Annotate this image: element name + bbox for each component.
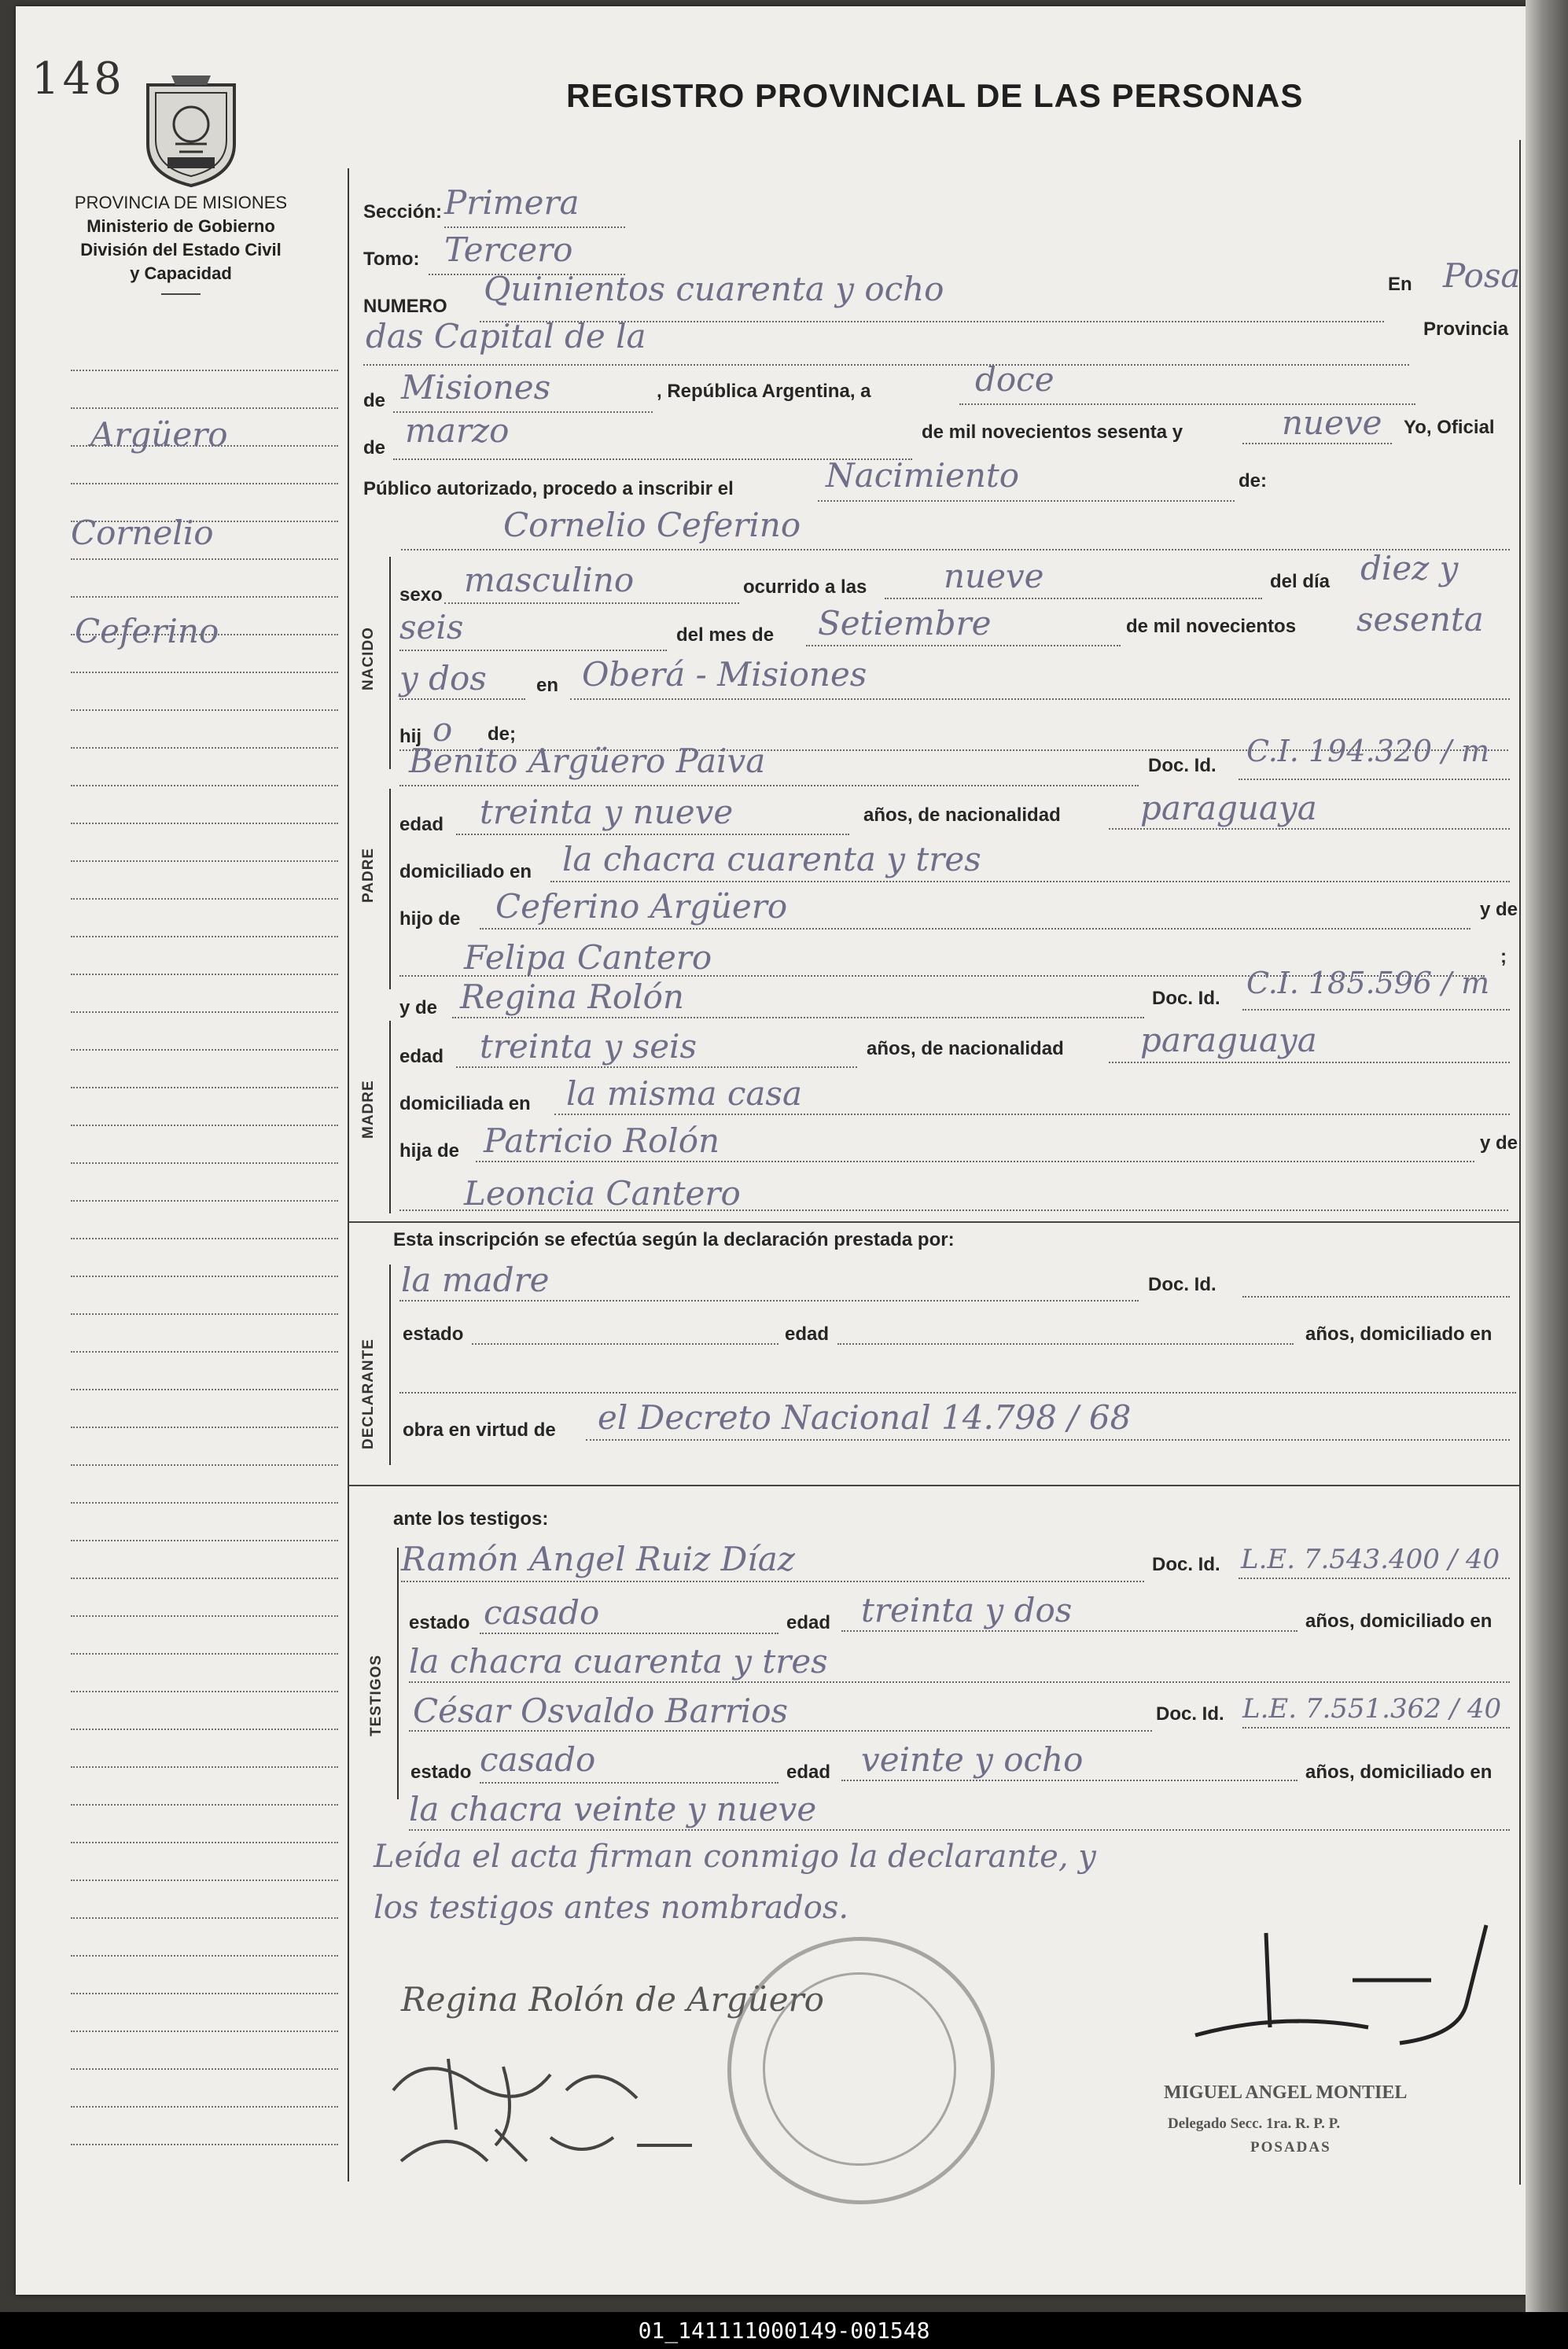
testigo1-value: Ramón Angel Ruiz Díaz — [401, 1540, 795, 1578]
margin-rule-line — [71, 2068, 338, 2070]
madre-dom-value: la misma casa — [566, 1074, 803, 1113]
sexo-label: sexo — [399, 584, 443, 606]
declarante-doc-line — [1242, 1296, 1510, 1298]
document-title: REGISTRO PROVINCIAL DE LAS PERSONAS — [566, 77, 1304, 114]
agency-ministry: Ministerio de Gobierno — [86, 216, 275, 236]
margin-rule-line — [71, 483, 338, 484]
abuela-m-value: Leoncia Cantero — [464, 1174, 741, 1213]
madre-nombre-line — [452, 1017, 1144, 1018]
margin-rule-line — [71, 407, 338, 409]
anio-value: nueve — [1282, 403, 1382, 442]
footer-image-id: 01_141111000149-001548 — [638, 2318, 930, 2343]
declarante-label: DECLARANTE — [360, 1338, 377, 1449]
margin-rule-line — [71, 1464, 338, 1466]
dia-nac-value: diez y — [1360, 549, 1459, 587]
madre-nac-label: años, de nacionalidad — [867, 1038, 1064, 1059]
agency-division: División del Estado Civil — [80, 240, 282, 260]
margin-rule-line — [71, 1238, 338, 1239]
nombre-value: Cornelio Ceferino — [503, 506, 801, 544]
madre-edad-label: edad — [399, 1046, 444, 1067]
inscripcion-label: Esta inscripción se efectúa según la declaración prestada por: — [393, 1229, 955, 1250]
testigo2-estado-line — [480, 1782, 778, 1784]
declarante-edad-label: edad — [785, 1324, 830, 1345]
margin-rule-line — [71, 2106, 338, 2108]
provincia-value: Misiones — [401, 368, 551, 407]
tomo-label: Tomo: — [363, 249, 420, 270]
margin-rule-line — [71, 558, 338, 560]
padre-dom-line — [550, 881, 1510, 882]
acto-line — [818, 500, 1235, 502]
mes-nac-line — [806, 645, 1121, 646]
margin-rule-line — [71, 1351, 338, 1353]
margin-rule-line — [71, 1313, 338, 1315]
acto-value: Nacimiento — [826, 456, 1020, 495]
nacido-bar — [389, 557, 391, 769]
madre-dom-label: domiciliada en — [399, 1093, 531, 1114]
margin-rule-line — [71, 1766, 338, 1768]
testigo1-dom-value: la chacra cuarenta y tres — [409, 1642, 828, 1681]
margin-rule-line — [71, 370, 338, 371]
madre-label: MADRE — [360, 1080, 377, 1139]
margin-rule-line — [71, 747, 338, 749]
cierre-linea1: Leída el acta firman conmigo la declarante, y — [374, 1839, 1096, 1875]
testigo2-edad-line — [841, 1780, 1297, 1781]
padre-nombre-value: Benito Argüero Paiva — [409, 742, 766, 780]
sexo-value: masculino — [464, 561, 635, 599]
padre-dom-label: domiciliado en — [399, 861, 532, 882]
dia-nac2-value: seis — [399, 608, 464, 646]
dia-value: doce — [975, 360, 1055, 399]
margin-first-name: Cornelio — [71, 514, 214, 552]
margin-divider — [348, 168, 349, 2181]
margin-rule-line — [71, 672, 338, 673]
margin-rule-line — [71, 1842, 338, 1843]
margin-rule-line — [71, 2031, 338, 2032]
de-colon-label: de: — [1239, 470, 1267, 492]
testigo1-dom-label: años, domiciliado en — [1305, 1611, 1493, 1632]
margin-rule-line — [71, 1880, 338, 1881]
margin-rule-line — [71, 974, 338, 975]
ocurrido-label: ocurrido a las — [743, 576, 867, 598]
margin-rule-line — [71, 936, 338, 937]
anio-nac2-line — [399, 698, 525, 700]
declarante-bar — [389, 1265, 391, 1465]
testigos-bar — [397, 1548, 399, 1799]
testigo2-dom-value: la chacra veinte y nueve — [409, 1790, 817, 1828]
hij-value: o — [432, 710, 453, 749]
yo-oficial-label: Yo, Oficial — [1404, 417, 1495, 438]
en-label: En — [1388, 274, 1412, 295]
testigo2-doc-value: L.E. 7.551.362 / 40 — [1242, 1693, 1502, 1725]
testigo1-line — [401, 1581, 1144, 1582]
margin-rule-line — [71, 1729, 338, 1730]
madre-y-de2-label: y de — [1480, 1132, 1518, 1154]
madre-edad-value: treinta y seis — [480, 1027, 698, 1066]
testigo2-estado-label: estado — [410, 1762, 472, 1783]
padre-nac-line — [1109, 828, 1510, 830]
lugar1-value: Posa — [1443, 256, 1521, 295]
nombre-line — [401, 549, 1510, 550]
nacido-label: NACIDO — [360, 627, 377, 690]
del-dia-label: del día — [1270, 571, 1331, 592]
numero-label: NUMERO — [363, 296, 447, 317]
testigos-label: TESTIGOS — [368, 1654, 385, 1736]
testigo1-estado-line — [480, 1633, 778, 1634]
lugar-line — [363, 364, 1409, 366]
margin-rule-line — [71, 785, 338, 786]
right-border — [1519, 140, 1521, 2185]
page-number: 148 — [31, 53, 125, 105]
abuela-m-line — [399, 1209, 1508, 1211]
firmas-testigos — [377, 2043, 755, 2177]
mes-nac-value: Setiembre — [818, 604, 992, 642]
declarante-line — [399, 1300, 1139, 1302]
seccion-line — [444, 226, 625, 228]
testigo2-doc-line — [1242, 1727, 1510, 1729]
agency-capacity: y Capacidad — [130, 263, 232, 283]
separator-testigos — [348, 1485, 1519, 1486]
testigo1-doc-value: L.E. 7.543.400 / 40 — [1241, 1544, 1500, 1575]
declarante-doc-label: Doc. Id. — [1148, 1274, 1216, 1295]
testigo1-edad-line — [841, 1630, 1297, 1632]
mes-value: marzo — [405, 411, 510, 450]
margin-rule-line — [71, 1691, 338, 1692]
declarante-value: la madre — [401, 1261, 550, 1299]
de-semicolon-label: de; — [488, 723, 516, 745]
margin-rule-line — [71, 1162, 338, 1164]
abuelo-m-value: Patricio Rolón — [484, 1121, 720, 1160]
madre-doc-label: Doc. Id. — [1152, 988, 1220, 1009]
padre-nac-value: paraguaya — [1140, 789, 1317, 827]
testigo1-dom-line — [409, 1681, 1510, 1683]
declarante-estado-line — [472, 1343, 778, 1345]
margin-rule-line — [71, 823, 338, 824]
abuelo-m-line — [476, 1161, 1474, 1162]
footer-bar — [0, 2312, 1568, 2349]
obra-label: obra en virtud de — [403, 1419, 556, 1441]
stamp-name: MIGUEL ANGEL MONTIEL — [1164, 2082, 1408, 2103]
agency-block — [63, 191, 299, 295]
margin-rule-line — [71, 1615, 338, 1617]
margin-rule-line — [71, 1917, 338, 1919]
padre-doc-value: C.I. 194.320 / m — [1246, 734, 1490, 768]
margin-second-name: Ceferino — [75, 612, 219, 650]
document-page — [16, 6, 1541, 2295]
margin-surname: Argüero — [90, 415, 228, 454]
testigo2-edad-value: veinte y ocho — [861, 1740, 1084, 1779]
declarante-edad-line — [837, 1343, 1294, 1345]
de2-label: de — [363, 437, 386, 458]
margin-rule-line — [71, 596, 338, 598]
madre-nombre-value: Regina Rolón — [460, 978, 684, 1016]
hora-line — [885, 598, 1262, 599]
tomo-value: Tercero — [444, 230, 573, 269]
padre-dom-value: la chacra cuarenta y tres — [562, 840, 981, 878]
declarante-dom-label: años, domiciliado en — [1305, 1324, 1493, 1345]
testigo2-dom-line — [409, 1829, 1510, 1831]
margin-rule-line — [71, 1540, 338, 1541]
sexo-line — [444, 602, 739, 604]
margin-rule-line — [71, 1578, 338, 1579]
hij-label: hij — [399, 726, 421, 747]
madre-nac-line — [1109, 1062, 1510, 1063]
anio-nac2-value: y dos — [399, 659, 487, 698]
hijo-de-label: hijo de — [399, 908, 461, 930]
padre-edad-line — [456, 834, 849, 835]
padre-doc-label: Doc. Id. — [1148, 755, 1216, 776]
abuelo-value: Ceferino Argüero — [495, 887, 788, 926]
agency-province: PROVINCIA DE MISIONES — [74, 193, 288, 212]
margin-rule-line — [71, 1993, 338, 1994]
anio-nac-value: sesenta — [1356, 600, 1484, 639]
margin-rule-line — [71, 1011, 338, 1013]
margin-rule-line — [71, 1125, 338, 1126]
margin-rule-line — [71, 2144, 338, 2145]
testigo1-edad-label: edad — [786, 1612, 831, 1633]
cierre-linea2: los testigos antes nombrados. — [374, 1890, 849, 1926]
padre-label: PADRE — [360, 847, 377, 903]
margin-rule-line — [71, 1804, 338, 1806]
margin-rule-line — [71, 1427, 338, 1428]
testigo2-line — [409, 1730, 1152, 1732]
testigo2-edad-label: edad — [786, 1762, 831, 1783]
agency-rule — [161, 293, 201, 295]
testigo2-doc-label: Doc. Id. — [1156, 1703, 1224, 1725]
madre-dom-line — [554, 1114, 1510, 1115]
madre-y-de-label: y de — [399, 997, 438, 1018]
madre-bar — [389, 1021, 391, 1213]
padre-edad-label: edad — [399, 814, 444, 835]
official-seal — [727, 1937, 995, 2204]
lugar2-value: das Capital de la — [366, 317, 646, 355]
testigo1-estado-label: estado — [409, 1612, 470, 1633]
testigo1-doc-line — [1239, 1578, 1510, 1579]
margin-rule-line — [71, 1087, 338, 1088]
padre-edad-value: treinta y nueve — [480, 793, 734, 831]
testigo2-dom-label: años, domiciliado en — [1305, 1762, 1493, 1783]
abuela-semicolon: ; — [1500, 946, 1507, 967]
testigo1-edad-value: treinta y dos — [861, 1591, 1073, 1629]
margin-rule-line — [71, 709, 338, 711]
numero-value: Quinientos cuarenta y ocho — [484, 270, 944, 308]
decreto-value: el Decreto Nacional 14.798 / 68 — [598, 1398, 1132, 1437]
margin-rule-line — [71, 1653, 338, 1655]
declarante-dom-line — [399, 1392, 1516, 1394]
abuela-value: Felipa Cantero — [464, 938, 712, 977]
madre-doc-line — [1242, 1009, 1510, 1011]
margin-rule-line — [71, 1276, 338, 1277]
padre-doc-line — [1239, 779, 1510, 780]
padre-nac-label: años, de nacionalidad — [863, 804, 1061, 826]
dia-nac2-line — [399, 650, 667, 651]
de-label: de — [363, 390, 386, 411]
publico-label: Público autorizado, procedo a inscribir el — [363, 478, 734, 499]
madre-edad-line — [456, 1066, 857, 1068]
book-binding — [1526, 0, 1568, 2312]
republica-label: , República Argentina, a — [657, 381, 871, 402]
lugar-nac-line — [570, 698, 1510, 700]
hija-de-label: hija de — [399, 1140, 460, 1162]
seccion-value: Primera — [444, 183, 580, 222]
testigo2-estado-value: casado — [480, 1740, 596, 1779]
anio-line — [1242, 443, 1392, 444]
testigos-label-text: ante los testigos: — [393, 1508, 549, 1530]
de-mil-nov-label: de mil novecientos — [1126, 616, 1297, 637]
misiones-crest-icon — [140, 69, 242, 187]
stamp-city: POSADAS — [1250, 2139, 1331, 2156]
provincia-label: Provincia — [1423, 318, 1509, 340]
madre-doc-value: C.I. 185.596 / m — [1246, 966, 1490, 1000]
margin-rule-line — [71, 1502, 338, 1504]
madre-nac-value: paraguaya — [1140, 1021, 1317, 1059]
stamp-role: Delegado Secc. 1ra. R. P. P. — [1168, 2115, 1341, 2132]
firma-madre: Regina Rolón de Argüero — [401, 1980, 824, 2019]
margin-rule-line — [71, 1200, 338, 1202]
firma-oficial — [1164, 1909, 1526, 2067]
lugar-nac-value: Oberá - Misiones — [582, 655, 867, 694]
testigo1-estado-value: casado — [484, 1593, 600, 1632]
seccion-label: Sección: — [363, 201, 443, 223]
padre-y-de-label: y de — [1480, 899, 1518, 920]
margin-rule-line — [71, 898, 338, 900]
declarante-estado-label: estado — [403, 1324, 464, 1345]
en2-label: en — [536, 675, 559, 696]
testigo2-value: César Osvaldo Barrios — [413, 1692, 789, 1730]
padre-nombre-line — [399, 785, 1139, 786]
margin-rule-line — [71, 1389, 338, 1390]
margin-rule-line — [71, 860, 338, 862]
del-mes-label: del mes de — [676, 624, 775, 646]
margin-rule-line — [71, 1049, 338, 1051]
margin-rule-line — [71, 1955, 338, 1957]
mil-nov-label: de mil novecientos sesenta y — [922, 422, 1183, 443]
padre-bar — [389, 789, 391, 989]
abuelo-line — [480, 928, 1470, 930]
separator-declaracion — [348, 1221, 1519, 1223]
hora-value: nueve — [944, 557, 1044, 595]
testigo1-doc-label: Doc. Id. — [1152, 1554, 1220, 1575]
decreto-line — [586, 1439, 1510, 1441]
